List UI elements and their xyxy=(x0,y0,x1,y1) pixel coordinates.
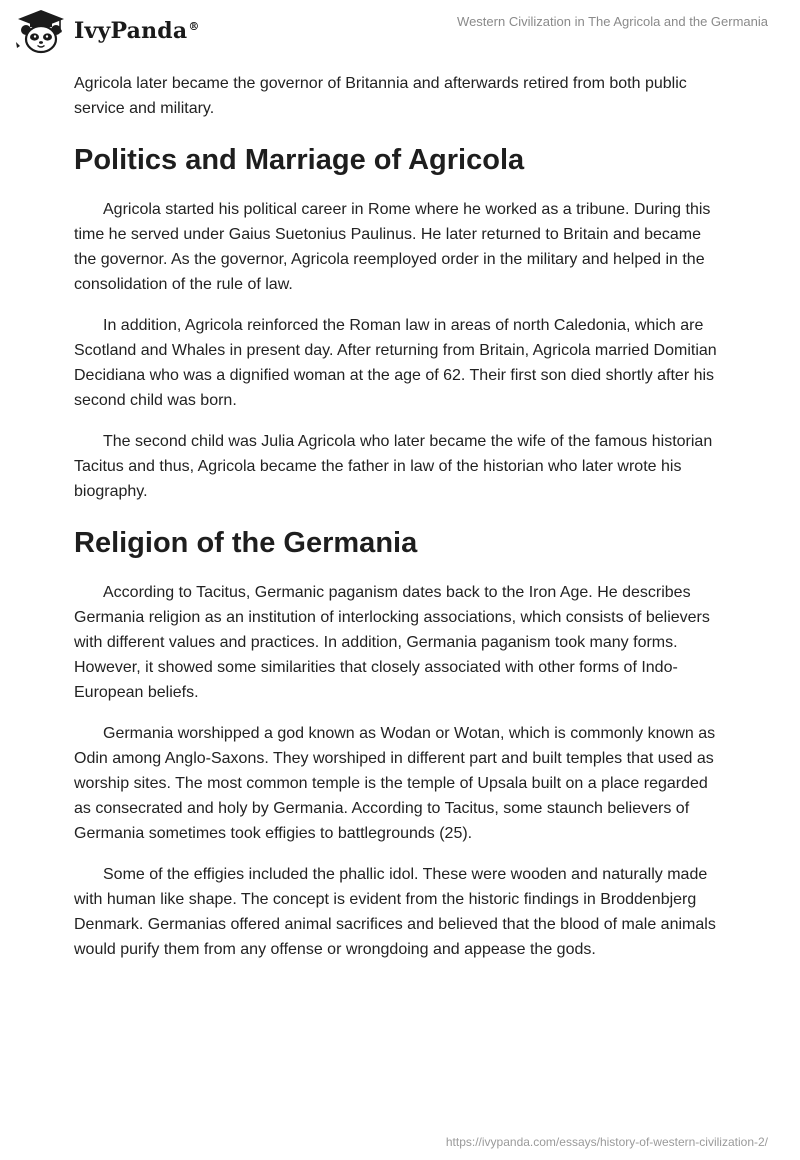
paragraph: Germania worshipped a god known as Wodan or Wotan, which is commonly known as Odin among Anglo-Saxons. They worshiped in different part and built temples that used as worship sites. The most common temple is the temple of Upsala built on a place regarded as consecrated and holy by Germania. According to Tacitus, some staunch believers of Germania sometimes took effigies to battlegrounds (25). xyxy=(74,725,716,842)
document-title: Western Civilization in The Agricola and the Germania xyxy=(457,14,768,29)
paragraph: Some of the effigies included the phallic idol. These were wooden and naturally made with human like shape. The concept is evident from the historic findings in Broddenbjerg Denmark. Germanias offered animal sacrifices and believed that the blood of male animals would purify them from any offense or wrongdoing and appease the gods. xyxy=(74,866,716,958)
page-header xyxy=(0,0,800,70)
paragraph: According to Tacitus, Germanic paganism dates back to the Iron Age. He describes Germania religion as an institution of interlocking associations, which consists of believers with different values and practices. In addition, Germania paganism took many forms. However, it showed some similarities that closely associated with other forms of Indo-European beliefs. xyxy=(74,584,710,701)
paragraph: The second child was Julia Agricola who later became the wife of the famous historian Tacitus and thus, Agricola became the father in law of the historian who later wrote his biography. xyxy=(74,433,713,500)
paragraph: Agricola started his political career in Rome where he worked as a tribune. During this time he served under Gaius Suetonius Paulinus. He later returned to Britain and became the governor. As the governor, Agricola reemployed order in the military and helped in the consolidation of the rule of law. xyxy=(74,201,711,293)
essay-body xyxy=(74,71,724,978)
panda-graduate-icon xyxy=(14,8,68,54)
source-url[interactable]: https://ivypanda.com/essays/history-of-western-civilization-2/ xyxy=(445,1135,768,1149)
logo-wordmark: IvyPanda® xyxy=(74,18,200,44)
paragraph: In addition, Agricola reinforced the Roman law in areas of north Caledonia, which are Scotland and Whales in present day. After returning from Britain, Agricola married Domitian Decidiana who was a dignified woman at the age of 62. Their first son died shortly after his second child was born. xyxy=(74,317,717,409)
logo[interactable] xyxy=(14,8,200,54)
section-heading-politics: Politics and Marriage of Agricola xyxy=(74,144,525,176)
section-heading-religion: Religion of the Germania xyxy=(74,527,418,559)
intro-paragraph: Agricola later became the governor of Britannia and afterwards retired from both public service and military. xyxy=(74,75,687,117)
